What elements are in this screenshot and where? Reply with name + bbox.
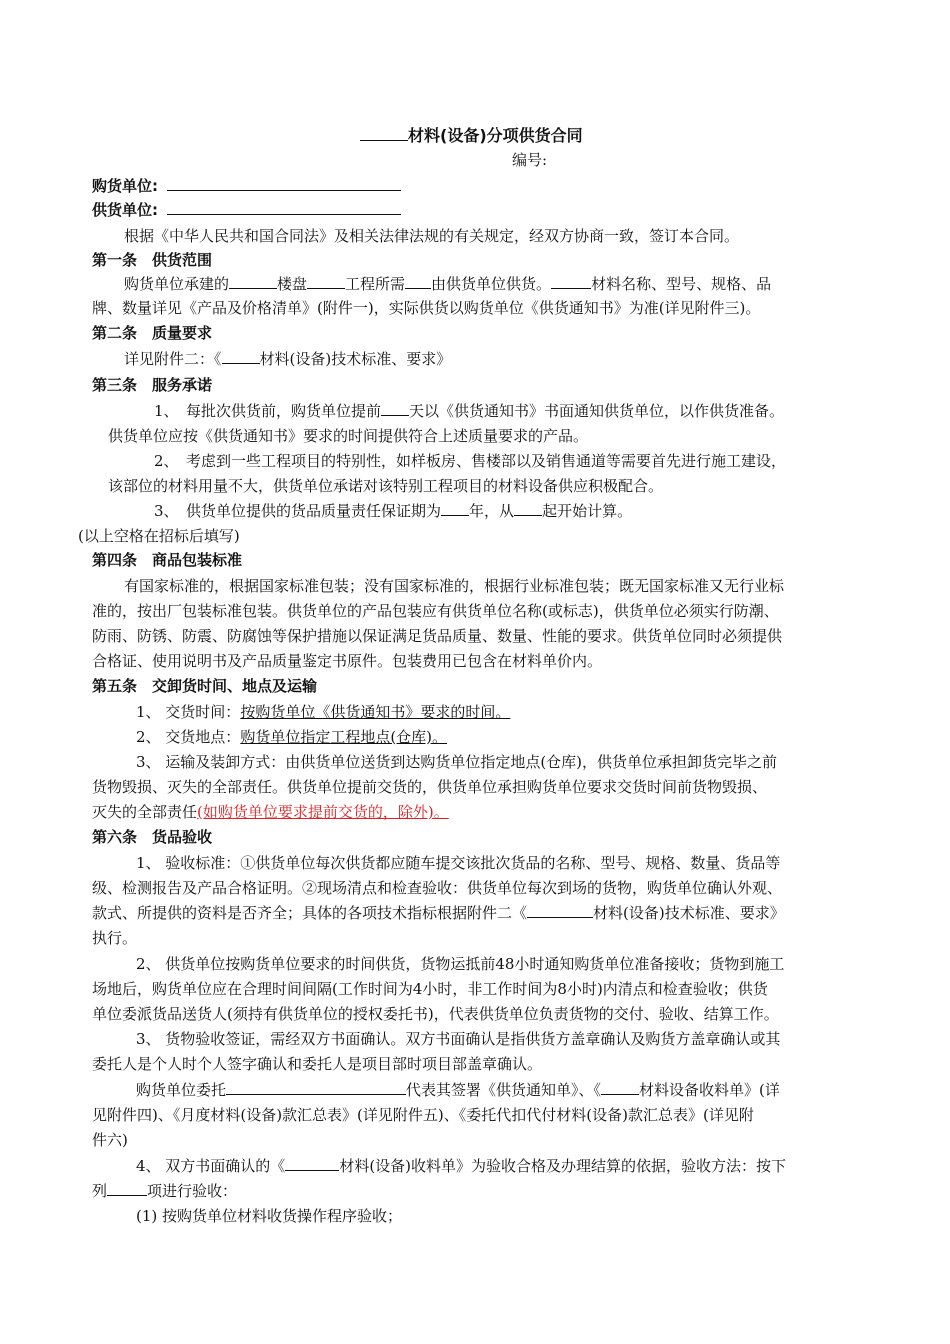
article-6-item-2: 2、 供货单位按购货单位要求的时间供货，货物运抵前48小时通知购货单位准备接收；货物到施工 (136, 955, 785, 973)
project-blank (229, 274, 277, 289)
article-5-item-3-l3 (92, 802, 449, 822)
article-4-line-3: 防雨、防锈、防震、防腐蚀等保护措施以保证满足货品质量、数量、性能的要求。供货单位同时必须提供 (92, 627, 783, 645)
art6-text: 材料(设备)技术标准、要求》 (593, 904, 785, 922)
art2-text: 材料(设备)技术标准、要求》 (259, 350, 452, 368)
article-6-item-3-l4: 见附件四)、《月度材料(设备)款汇总表》(详见附件五)、《委托代扣代付材料(设备)款汇总表》(详见附 (92, 1106, 754, 1124)
article-3-item-1 (154, 401, 784, 421)
article-6-item-4-sub-1: (1) 按购货单位材料收货操作程序验收； (136, 1207, 403, 1225)
article-4-line-2: 准的，按出厂包装标准包装。供货单位的产品包装应有供货单位名称(或标志)，供货单位必须实行防潮、 (92, 602, 779, 620)
article-4-line-4: 合格证、使用说明书及产品质量鉴定书原件。包装费用已包含在材料单价内。 (92, 652, 603, 670)
art3-text: 天以《供货通知书》书面通知供货单位，以作供货准备。 (409, 402, 785, 420)
material-blank (601, 1080, 639, 1095)
article-3-item-2-cont: 该部位的材料用量不大，供货单位承诺对该特别工程项目的材料设备供应积极配合。 (108, 477, 664, 495)
art1-text: 工程所需 (345, 275, 406, 293)
article-6-item-1-l4: 执行。 (92, 929, 138, 947)
items-blank (107, 1181, 147, 1196)
article-6-heading: 第六条 货品验收 (92, 828, 213, 846)
article-6-item-1-l3 (92, 903, 785, 923)
article-3-item-3 (154, 501, 632, 521)
art1-text: 由供货单位供货。 (431, 275, 552, 293)
material-blank (222, 349, 260, 364)
art6-text: 材料(设备)收料单》为验收合格及办理结算的依据，验收方法：按下 (339, 1157, 787, 1175)
article-5-heading: 第五条 交卸货时间、地点及运输 (92, 677, 318, 695)
art3-text: 1、 每批次供货前，购货单位提前 (154, 402, 382, 420)
article-6-item-3-l3 (136, 1080, 780, 1100)
article-3-item-2: 2、 考虑到一些工程项目的特别性，如样板房、售楼部以及销售通道等需要首先进行施工建设， (154, 452, 787, 470)
art6-text: 项进行验收： (147, 1182, 238, 1200)
article-6-item-2-l2: 场地后，购货单位应在合理时间间隔(工作时间为4小时，非工作时间为8小时)内清点和检查验收；供货 (92, 980, 768, 998)
buyer-row (92, 176, 401, 196)
supplier-blank (167, 200, 401, 215)
years-blank (441, 501, 469, 516)
article-6-item-3-l5: 件六) (92, 1131, 128, 1149)
art1-text: 材料名称、型号、规格、品 (591, 275, 772, 293)
art1-text: 购货单位承建的 (124, 275, 230, 293)
article-5-item-1 (136, 702, 510, 722)
article-1-line-2: 牌、数量详见《产品及价格清单》(附件一)，实际供货以购货单位《供货通知书》为准(详见附件三)。 (92, 299, 761, 317)
contract-title (360, 126, 583, 146)
supplier-row (92, 200, 401, 220)
art5-text: 灭失的全部责任 (92, 803, 198, 821)
material-blank (551, 274, 591, 289)
buyer-blank (167, 176, 401, 191)
material-blank (405, 274, 431, 289)
article-6-item-3: 3、 货物验收签证，需经双方书面确认。双方书面确认是指供货方盖章确认及购货方盖章确认或其 (136, 1030, 781, 1048)
article-6-item-2-l3: 单位委派货品送货人(须持有供货单位的授权委托书)，代表供货单位负责货物的交付、验收、结算工作。 (92, 1005, 779, 1023)
project-blank (307, 274, 345, 289)
article-3-heading: 第三条 服务承诺 (92, 376, 213, 394)
start-blank (514, 501, 542, 516)
art6-text: 购货单位委托 (136, 1081, 227, 1099)
material-blank (285, 1156, 339, 1171)
days-blank (381, 401, 409, 416)
delivery-place-label: 2、 交货地点： (136, 728, 241, 746)
article-6-item-3-l2: 委托人是个人时个人签字确认和委托人是项目部时项目部盖章确认。 (92, 1055, 543, 1073)
delivery-time-value: 按购货单位《供货通知书》要求的时间。 (240, 703, 511, 721)
supplier-label: 供货单位: (92, 201, 158, 219)
art3-text: 起开始计算。 (542, 502, 633, 520)
article-2-line-1 (124, 349, 451, 369)
article-5-item-2 (136, 727, 447, 747)
article-2-heading: 第二条 质量要求 (92, 324, 213, 342)
art1-text: 楼盘 (277, 275, 308, 293)
delivery-time-label: 1、 交货时间： (136, 703, 241, 721)
contract-number-label: 编号: (512, 151, 548, 169)
art3-text: 年，从 (469, 502, 515, 520)
article-6-item-4 (136, 1156, 786, 1176)
title-text: 材料(设备)分项供货合同 (408, 126, 583, 145)
article-5-item-3: 3、 运输及装卸方式：由供货单位送货到达购货单位指定地点(仓库)，供货单位承担卸货完毕之前 (136, 753, 778, 771)
art6-text: 列 (92, 1182, 108, 1200)
article-6-item-4-l2 (92, 1181, 237, 1201)
art6-text: 代表其签署《供货通知单》、《 (406, 1081, 602, 1099)
material-blank (527, 903, 593, 918)
blank-fill-note: (以上空格在招标后填写) (78, 527, 240, 545)
delivery-place-value: 购货单位指定工程地点(仓库)。 (240, 728, 448, 746)
article-4-line-1: 有国家标准的，根据国家标准包装；没有国家标准的，根据行业标准包装；既无国家标准又无行业标 (124, 577, 785, 595)
buyer-label: 购货单位: (92, 177, 158, 195)
article-3-item-1-cont: 供货单位应按《供货通知书》要求的时间提供符合上述质量要求的产品。 (108, 427, 589, 445)
art6-text: 款式、所提供的资料是否齐全；具体的各项技术指标根据附件二《 (92, 904, 528, 922)
exception-clause: (如购货单位要求提前交货的，除外)。 (197, 803, 449, 821)
article-4-heading: 第四条 商品包装标准 (92, 551, 243, 569)
art6-text: 4、 双方书面确认的《 (136, 1157, 286, 1175)
title-blank (360, 126, 408, 141)
intro-paragraph: 根据《中华人民共和国合同法》及相关法律法规的有关规定，经双方协商一致，签订本合同。 (124, 227, 740, 245)
art2-text: 详见附件二：《 (124, 350, 222, 368)
art3-text: 3、 供货单位提供的货品质量责任保证期为 (154, 502, 442, 520)
article-6-item-1-l2: 级、检测报告及产品合格证明。②现场清点和检查验收：供货单位每次到场的货物，购货单位确认外观、 (92, 879, 783, 897)
article-1-line-1 (124, 274, 771, 294)
delegate-blank (226, 1080, 406, 1095)
article-5-item-3-l2: 货物毁损、灭失的全部责任。供货单位提前交货的，供货单位承担购货单位要求交货时间前货物毁损、 (92, 778, 768, 796)
article-1-heading: 第一条 供货范围 (92, 251, 213, 269)
article-6-item-1: 1、 验收标准：①供货单位每次供货都应随车提交该批次货品的名称、型号、规格、数量、货品等 (136, 854, 781, 872)
art6-text: 材料设备收料单》(详 (639, 1081, 780, 1099)
